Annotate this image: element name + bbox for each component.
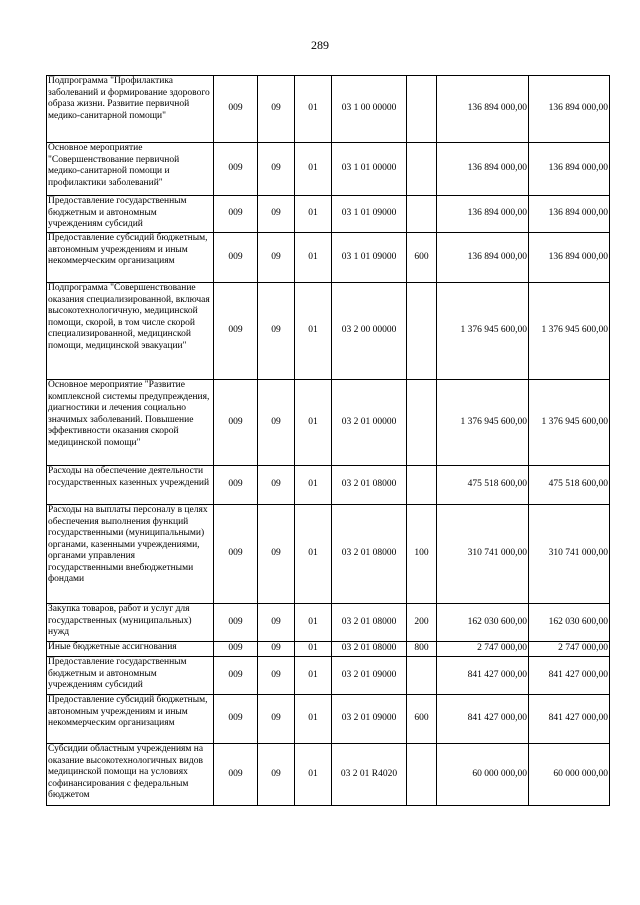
amount-2: 1 376 945 600,00 <box>529 380 610 466</box>
target-article-code: 03 2 01 R4020 <box>332 744 407 806</box>
ministry-code: 009 <box>214 380 258 466</box>
amount-2: 475 518 600,00 <box>529 466 610 505</box>
subsection-code: 01 <box>295 76 332 143</box>
row-name: Расходы на выплаты персоналу в целях обеспечения выполнения функций государственными (муниципальными) органами, казенными учреждениями, органами управления государственными внебюджетными фондами <box>47 505 214 604</box>
subsection-code: 01 <box>295 505 332 604</box>
page-number: 289 <box>311 38 329 52</box>
ministry-code: 009 <box>214 695 258 744</box>
section-code: 09 <box>258 695 295 744</box>
subsection-code: 01 <box>295 233 332 283</box>
table-row <box>47 695 610 744</box>
amount-2: 2 747 000,00 <box>529 642 610 657</box>
section-code: 09 <box>258 466 295 505</box>
section-code: 09 <box>258 744 295 806</box>
amount-1: 475 518 600,00 <box>437 466 529 505</box>
target-article-code: 03 2 01 09000 <box>332 695 407 744</box>
target-article-code: 03 2 01 00000 <box>332 380 407 466</box>
target-article-code: 03 1 01 00000 <box>332 143 407 196</box>
expense-type-code <box>407 657 437 695</box>
section-code: 09 <box>258 657 295 695</box>
table-row <box>47 657 610 695</box>
section-code: 09 <box>258 505 295 604</box>
table-row <box>47 76 610 143</box>
target-article-code: 03 2 01 09000 <box>332 657 407 695</box>
section-code: 09 <box>258 76 295 143</box>
table-row <box>47 604 610 642</box>
table-row <box>47 196 610 233</box>
amount-2: 310 741 000,00 <box>529 505 610 604</box>
ministry-code: 009 <box>214 657 258 695</box>
ministry-code: 009 <box>214 196 258 233</box>
amount-2: 1 376 945 600,00 <box>529 283 610 380</box>
amount-2: 136 894 000,00 <box>529 143 610 196</box>
row-name: Предоставление государственным бюджетным и автономным учреждениям субсидий <box>47 657 214 695</box>
amount-1: 136 894 000,00 <box>437 196 529 233</box>
ministry-code: 009 <box>214 143 258 196</box>
amount-1: 841 427 000,00 <box>437 695 529 744</box>
section-code: 09 <box>258 283 295 380</box>
budget-table <box>46 75 610 806</box>
expense-type-code: 800 <box>407 642 437 657</box>
expense-type-code <box>407 143 437 196</box>
subsection-code: 01 <box>295 642 332 657</box>
amount-2: 162 030 600,00 <box>529 604 610 642</box>
expense-type-code <box>407 283 437 380</box>
amount-1: 2 747 000,00 <box>437 642 529 657</box>
ministry-code: 009 <box>214 642 258 657</box>
table-row <box>47 283 610 380</box>
ministry-code: 009 <box>214 744 258 806</box>
subsection-code: 01 <box>295 466 332 505</box>
target-article-code: 03 1 01 09000 <box>332 196 407 233</box>
amount-1: 136 894 000,00 <box>437 76 529 143</box>
amount-1: 310 741 000,00 <box>437 505 529 604</box>
amount-2: 841 427 000,00 <box>529 695 610 744</box>
expense-type-code: 200 <box>407 604 437 642</box>
row-name: Подпрограмма "Совершенствование оказания специализированной, включая высокотехнологичную, медицинской помощи, скорой, в том числе скорой специализированной, медицинской помощи, медицинской эвакуации" <box>47 283 214 380</box>
section-code: 09 <box>258 604 295 642</box>
row-name: Закупка товаров, работ и услуг для государственных (муниципальных) нужд <box>47 604 214 642</box>
target-article-code: 03 1 01 09000 <box>332 233 407 283</box>
target-article-code: 03 2 01 08000 <box>332 642 407 657</box>
table-row <box>47 380 610 466</box>
amount-2: 136 894 000,00 <box>529 196 610 233</box>
ministry-code: 009 <box>214 233 258 283</box>
subsection-code: 01 <box>295 283 332 380</box>
subsection-code: 01 <box>295 657 332 695</box>
expense-type-code <box>407 380 437 466</box>
subsection-code: 01 <box>295 695 332 744</box>
ministry-code: 009 <box>214 283 258 380</box>
section-code: 09 <box>258 233 295 283</box>
amount-2: 136 894 000,00 <box>529 76 610 143</box>
amount-2: 60 000 000,00 <box>529 744 610 806</box>
subsection-code: 01 <box>295 744 332 806</box>
section-code: 09 <box>258 642 295 657</box>
row-name: Предоставление государственным бюджетным и автономным учреждениям субсидий <box>47 196 214 233</box>
target-article-code: 03 2 00 00000 <box>332 283 407 380</box>
section-code: 09 <box>258 143 295 196</box>
target-article-code: 03 1 00 00000 <box>332 76 407 143</box>
ministry-code: 009 <box>214 466 258 505</box>
amount-2: 136 894 000,00 <box>529 233 610 283</box>
section-code: 09 <box>258 380 295 466</box>
amount-1: 136 894 000,00 <box>437 143 529 196</box>
row-name: Основное мероприятие "Развитие комплексной системы предупреждения, диагностики и лечения социально значимых заболеваний. Повышение эффективности оказания скорой медицинской помощи" <box>47 380 214 466</box>
target-article-code: 03 2 01 08000 <box>332 505 407 604</box>
expense-type-code <box>407 744 437 806</box>
row-name: Субсидии областным учреждениям на оказание высокотехнологичных видов медицинской помощи на условиях софинансирования с федеральным бюджетом <box>47 744 214 806</box>
amount-1: 841 427 000,00 <box>437 657 529 695</box>
row-name: Расходы на обеспечение деятельности государственных казенных учреждений <box>47 466 214 505</box>
table-row <box>47 505 610 604</box>
ministry-code: 009 <box>214 76 258 143</box>
section-code: 09 <box>258 196 295 233</box>
table-row <box>47 233 610 283</box>
amount-1: 136 894 000,00 <box>437 233 529 283</box>
table-row <box>47 642 610 657</box>
amount-1: 1 376 945 600,00 <box>437 283 529 380</box>
expense-type-code <box>407 76 437 143</box>
table-row <box>47 744 610 806</box>
table-row <box>47 143 610 196</box>
ministry-code: 009 <box>214 505 258 604</box>
row-name: Основное мероприятие "Совершенствование первичной медико-санитарной помощи и профилактики заболеваний" <box>47 143 214 196</box>
row-name: Предоставление субсидий бюджетным, автономным учреждениям и иным некоммерческим организациям <box>47 233 214 283</box>
expense-type-code <box>407 196 437 233</box>
subsection-code: 01 <box>295 143 332 196</box>
row-name: Подпрограмма "Профилактика заболеваний и формирование здорового образа жизни. Развитие первичной медико-санитарной помощи" <box>47 76 214 143</box>
expense-type-code: 600 <box>407 695 437 744</box>
expense-type-code <box>407 466 437 505</box>
expense-type-code: 100 <box>407 505 437 604</box>
ministry-code: 009 <box>214 604 258 642</box>
subsection-code: 01 <box>295 196 332 233</box>
target-article-code: 03 2 01 08000 <box>332 466 407 505</box>
table-row <box>47 466 610 505</box>
target-article-code: 03 2 01 08000 <box>332 604 407 642</box>
row-name: Иные бюджетные ассигнования <box>47 642 214 657</box>
amount-1: 162 030 600,00 <box>437 604 529 642</box>
expense-type-code: 600 <box>407 233 437 283</box>
amount-1: 60 000 000,00 <box>437 744 529 806</box>
subsection-code: 01 <box>295 604 332 642</box>
subsection-code: 01 <box>295 380 332 466</box>
amount-2: 841 427 000,00 <box>529 657 610 695</box>
row-name: Предоставление субсидий бюджетным, автономным учреждениям и иным некоммерческим организациям <box>47 695 214 744</box>
amount-1: 1 376 945 600,00 <box>437 380 529 466</box>
